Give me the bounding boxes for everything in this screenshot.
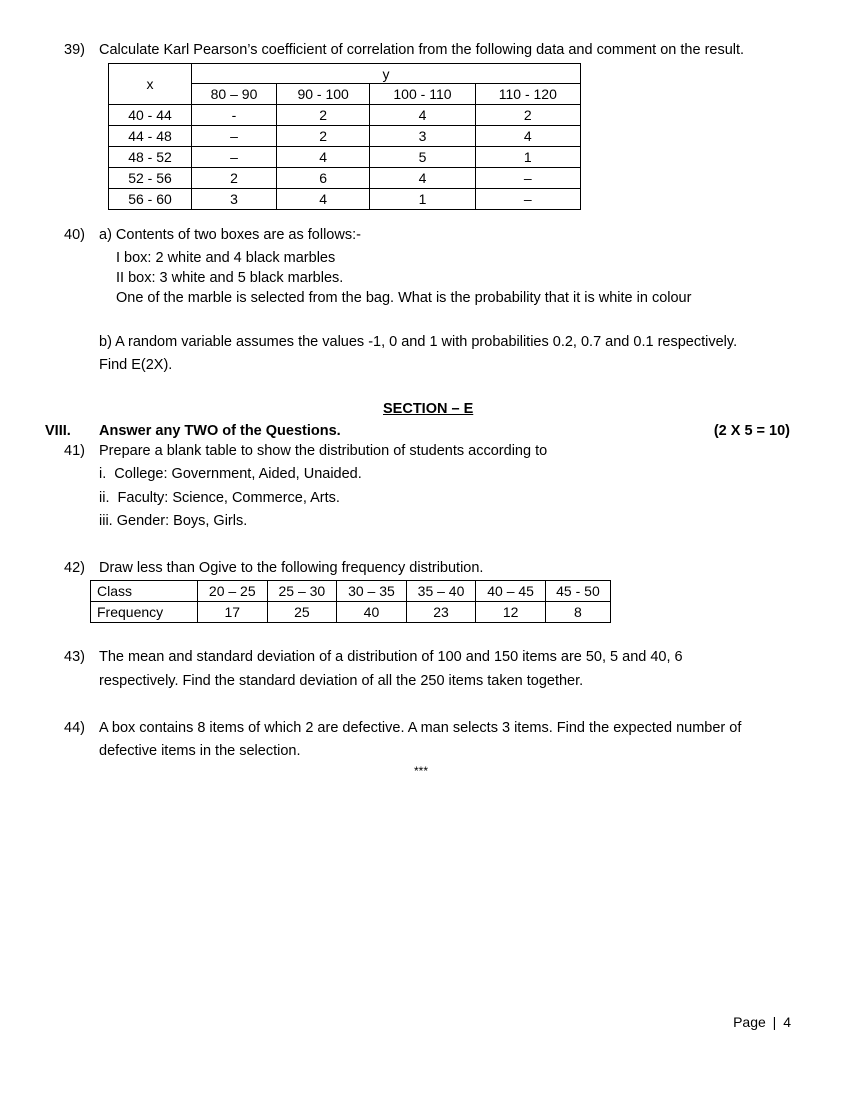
row-label: Class [91, 581, 198, 602]
class-cell: 20 – 25 [198, 581, 268, 602]
y-header: y [192, 64, 581, 84]
page-number: 4 [783, 1014, 791, 1030]
frequency-cell: 12 [476, 602, 546, 623]
list-item: ii. Faculty: Science, Commerce, Arts. [99, 490, 340, 506]
table-row [109, 126, 581, 147]
x-class-cell: 44 - 48 [109, 126, 192, 147]
section-roman-number: VIII. [45, 423, 71, 439]
list-item: One of the marble is selected from the bag. What is the probability that it is white in colour [116, 290, 692, 306]
frequency-cell: 1 [475, 147, 580, 168]
y-class-header: 80 – 90 [192, 84, 277, 105]
question-text: Calculate Karl Pearson’s coefficient of correlation from the following data and comment on the result. [99, 42, 745, 58]
frequency-table [90, 580, 611, 623]
frequency-cell: 2 [192, 168, 277, 189]
question-text: respectively. Find the standard deviation of all the 250 items taken together. [99, 673, 584, 689]
frequency-cell: 3 [192, 189, 277, 210]
table-row [109, 105, 581, 126]
class-cell: 25 – 30 [267, 581, 337, 602]
frequency-cell: 2 [277, 126, 370, 147]
class-cell: 30 – 35 [337, 581, 407, 602]
question-text: Prepare a blank table to show the distribution of students according to [99, 443, 548, 459]
list-item: iii. Gender: Boys, Girls. [99, 513, 248, 529]
question-text: a) Contents of two boxes are as follows:- [99, 227, 361, 243]
table-row [109, 147, 581, 168]
footer-divider: | [772, 1014, 777, 1030]
frequency-cell: 2 [277, 105, 370, 126]
frequency-cell: 17 [198, 602, 268, 623]
end-marker: *** [414, 764, 429, 778]
frequency-cell: 3 [370, 126, 475, 147]
row-label: Frequency [91, 602, 198, 623]
question-number: 44) [64, 720, 85, 736]
class-cell: 45 - 50 [545, 581, 610, 602]
question-text: b) A random variable assumes the values -1, 0 and 1 with probabilities 0.2, 0.7 and 0.1 respectively. [99, 334, 738, 350]
question-text: Find E(2X). [99, 357, 173, 373]
x-header: x [109, 64, 192, 105]
x-class-cell: 48 - 52 [109, 147, 192, 168]
frequency-cell: 25 [267, 602, 337, 623]
list-item: i. College: Government, Aided, Unaided. [99, 466, 362, 482]
correlation-table [108, 63, 581, 210]
y-class-header: 110 - 120 [475, 84, 580, 105]
table-row [109, 168, 581, 189]
frequency-cell: 4 [475, 126, 580, 147]
x-class-cell: 56 - 60 [109, 189, 192, 210]
list-item: II box: 3 white and 5 black marbles. [116, 270, 344, 286]
frequency-cell: - [192, 105, 277, 126]
section-marks: (2 X 5 = 10) [713, 423, 790, 439]
question-number: 39) [64, 42, 85, 58]
question-number: 42) [64, 560, 85, 576]
question-number: 43) [64, 649, 85, 665]
frequency-cell: – [192, 147, 277, 168]
page-label: Page [733, 1014, 766, 1030]
table-row [91, 602, 611, 623]
frequency-cell: – [192, 126, 277, 147]
section-instruction: Answer any TWO of the Questions. [99, 423, 341, 439]
frequency-cell: 5 [370, 147, 475, 168]
frequency-cell: 1 [370, 189, 475, 210]
frequency-cell: 8 [545, 602, 610, 623]
frequency-cell: 4 [370, 168, 475, 189]
frequency-cell: – [475, 168, 580, 189]
frequency-cell: 2 [475, 105, 580, 126]
question-text: Draw less than Ogive to the following frequency distribution. [99, 560, 484, 576]
frequency-cell: 6 [277, 168, 370, 189]
question-number: 41) [64, 443, 85, 459]
frequency-cell: – [475, 189, 580, 210]
list-item: I box: 2 white and 4 black marbles [116, 250, 336, 266]
frequency-cell: 40 [337, 602, 407, 623]
section-title: SECTION – E [383, 401, 474, 417]
y-class-header: 90 - 100 [277, 84, 370, 105]
class-cell: 40 – 45 [476, 581, 546, 602]
y-class-header: 100 - 110 [370, 84, 475, 105]
page-footer [733, 1014, 791, 1030]
table-row [109, 189, 581, 210]
question-number: 40) [64, 227, 85, 243]
x-class-cell: 40 - 44 [109, 105, 192, 126]
question-text: defective items in the selection. [99, 743, 301, 759]
frequency-cell: 23 [406, 602, 476, 623]
question-text: The mean and standard deviation of a distribution of 100 and 150 items are 50, 5 and 40, 6 [99, 649, 683, 665]
frequency-cell: 4 [277, 147, 370, 168]
frequency-cell: 4 [370, 105, 475, 126]
question-text: A box contains 8 items of which 2 are defective. A man selects 3 items. Find the expected number of [99, 720, 742, 736]
x-class-cell: 52 - 56 [109, 168, 192, 189]
frequency-cell: 4 [277, 189, 370, 210]
class-cell: 35 – 40 [406, 581, 476, 602]
table-row [91, 581, 611, 602]
